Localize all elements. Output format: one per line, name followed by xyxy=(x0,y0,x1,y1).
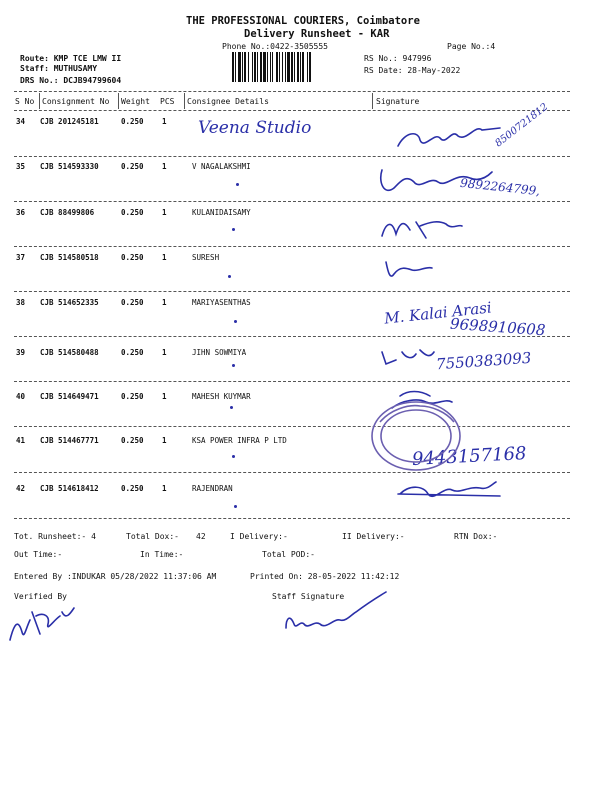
row-rule xyxy=(14,246,570,247)
signature-row39 xyxy=(382,350,434,364)
row-consignee: SURESH xyxy=(192,253,220,262)
barcode-bar xyxy=(276,52,278,82)
entered-by: Entered By :INDUKAR 05/28/2022 11:37:06 AM xyxy=(14,572,217,581)
runsheet-subtitle: Delivery Runsheet - KAR xyxy=(244,28,390,40)
row-consignee: V NAGALAKSHMI xyxy=(192,162,251,171)
ink-dot xyxy=(228,275,231,278)
barcode-bar xyxy=(252,52,253,82)
barcode-bar xyxy=(232,52,234,82)
row-weight: 0.250 xyxy=(121,436,144,445)
signature-row40 xyxy=(392,392,452,409)
row-sno: 35 xyxy=(16,162,26,171)
barcode-bar xyxy=(267,52,268,82)
row-sno: 34 xyxy=(16,117,26,126)
col-header-weight: Weight xyxy=(121,97,150,106)
rtn-dox: RTN Dox:- xyxy=(454,532,498,541)
ink-dot xyxy=(236,183,239,186)
col-divider xyxy=(184,93,185,109)
drs-number: DRS No.: DCJB94799604 xyxy=(20,76,122,85)
out-time: Out Time:- xyxy=(14,550,63,559)
barcode-bar xyxy=(270,52,271,82)
col-divider xyxy=(372,93,373,109)
signature-row34 xyxy=(398,128,500,146)
staff-label: Staff: MUTHUSAMY xyxy=(20,64,98,73)
signature-row37 xyxy=(386,262,432,276)
row-sno: 41 xyxy=(16,436,26,445)
row-pcs: 1 xyxy=(162,253,167,262)
row-weight: 0.250 xyxy=(121,117,144,126)
row-sno: 42 xyxy=(16,484,26,493)
row-rule xyxy=(14,472,570,473)
row-pcs: 1 xyxy=(162,208,167,217)
handwritten-phone: 9698910608 xyxy=(449,314,546,340)
row-weight: 0.250 xyxy=(121,484,144,493)
row-consignee: MAHESH KUYMAR xyxy=(192,392,251,401)
barcode-bar xyxy=(242,52,243,82)
handwritten-phone: 9443157168 xyxy=(411,443,528,470)
barcode-bar xyxy=(302,52,304,82)
row-pcs: 1 xyxy=(162,117,167,126)
staff-signature-label: Staff Signature xyxy=(272,592,345,601)
barcode-bar xyxy=(279,52,280,82)
barcode-bar xyxy=(300,52,301,82)
rs-date: RS Date: 28-May-2022 xyxy=(364,66,461,75)
handwritten-phone: 8500721812 xyxy=(493,101,551,150)
barcode-bar xyxy=(235,52,236,82)
row-pcs: 1 xyxy=(162,436,167,445)
route-label: Route: KMP TCE LMW II xyxy=(20,54,122,63)
row-consignee: JIHN SOWMIYA xyxy=(192,348,247,357)
ii-delivery: II Delivery:- xyxy=(342,532,405,541)
col-header-sno: S No xyxy=(15,97,35,106)
barcode-bar xyxy=(254,52,256,82)
barcode-bar xyxy=(238,52,241,82)
i-delivery: I Delivery:- xyxy=(230,532,288,541)
table-bottom-rule xyxy=(14,518,570,519)
row-consignee: KSA POWER INFRA P LTD xyxy=(192,436,287,445)
barcode-bar xyxy=(309,52,311,82)
ink-dot xyxy=(230,406,233,409)
signature-row36 xyxy=(382,222,462,238)
company-title: THE PROFESSIONAL COURIERS, Coimbatore xyxy=(186,15,420,27)
row-pcs: 1 xyxy=(162,298,167,307)
row-pcs: 1 xyxy=(162,392,167,401)
row-consignment: CJB 514652335 xyxy=(40,298,99,307)
table-top-rule xyxy=(14,91,570,92)
total-dox-label: Total Dox:- xyxy=(126,532,179,541)
verified-by-label: Verified By xyxy=(14,592,67,601)
in-time: In Time:- xyxy=(140,550,184,559)
barcode-bar xyxy=(294,52,295,82)
row-consignment: CJB 514593330 xyxy=(40,162,99,171)
row-sno: 36 xyxy=(16,208,26,217)
row-consignment: CJB 514649471 xyxy=(40,392,99,401)
barcode-bar xyxy=(291,52,293,82)
barcode-bar xyxy=(248,52,249,82)
col-header-signature: Signature xyxy=(376,97,420,106)
signature-row42 xyxy=(398,482,500,496)
rs-number: RS No.: 947996 xyxy=(364,54,432,63)
row-weight: 0.250 xyxy=(121,298,144,307)
total-runsheet: Tot. Runsheet:- 4 xyxy=(14,532,96,541)
row-weight: 0.250 xyxy=(121,392,144,401)
phone-number: Phone No.:0422-3505555 xyxy=(222,42,328,51)
barcode-bar xyxy=(272,52,273,82)
ink-dot xyxy=(232,455,235,458)
barcode-bar xyxy=(260,52,262,82)
row-weight: 0.250 xyxy=(121,162,144,171)
row-consignee: MARIYASENTHAS xyxy=(192,298,251,307)
row-consignee: KULANIDAISAMY xyxy=(192,208,251,217)
row-pcs: 1 xyxy=(162,484,167,493)
col-header-pcs: PCS xyxy=(160,97,175,106)
row-rule xyxy=(14,336,570,337)
barcode-bar xyxy=(287,52,290,82)
barcode-bar xyxy=(263,52,266,82)
row-consignee: RAJENDRAN xyxy=(192,484,233,493)
row-consignment: CJB 201245181 xyxy=(40,117,99,126)
row-rule xyxy=(14,156,570,157)
row-sno: 40 xyxy=(16,392,26,401)
row-sno: 39 xyxy=(16,348,26,357)
col-divider xyxy=(118,93,119,109)
row-consignment: CJB 88499806 xyxy=(40,208,95,217)
row-sno: 37 xyxy=(16,253,26,262)
header-rule xyxy=(14,110,570,111)
ink-dot xyxy=(232,364,235,367)
ink-dot xyxy=(232,228,235,231)
handwritten-name: M. Kalai Arasi xyxy=(383,298,493,328)
printed-on: Printed On: 28-05-2022 11:42:12 xyxy=(250,572,400,581)
barcode-bar xyxy=(282,52,283,82)
row-rule xyxy=(14,291,570,292)
total-dox-value: 42 xyxy=(196,532,206,541)
row-rule xyxy=(14,201,570,202)
row-pcs: 1 xyxy=(162,348,167,357)
row-sno: 38 xyxy=(16,298,26,307)
barcode-bar xyxy=(244,52,246,82)
verified-by-signature xyxy=(10,608,74,640)
handwritten-phone: 9892264799, xyxy=(459,175,541,199)
col-header-consignment: Consignment No xyxy=(42,97,110,106)
ink-dot xyxy=(234,505,237,508)
row-consignment: CJB 514580488 xyxy=(40,348,99,357)
col-divider xyxy=(39,93,40,109)
col-header-consignee: Consignee Details xyxy=(187,97,269,106)
barcode-bar xyxy=(285,52,286,82)
row-pcs: 1 xyxy=(162,162,167,171)
barcode-bar xyxy=(307,52,308,82)
total-pod: Total POD:- xyxy=(262,550,315,559)
barcode-bar xyxy=(297,52,299,82)
barcode xyxy=(232,52,354,82)
ink-dot xyxy=(234,320,237,323)
row-rule xyxy=(14,426,570,427)
handwritten-phone: 7550383093 xyxy=(435,348,532,374)
row-rule xyxy=(14,381,570,382)
row-consignment: CJB 514467771 xyxy=(40,436,99,445)
row-consignment: CJB 514618412 xyxy=(40,484,99,493)
handwritten-consignee: Veena Studio xyxy=(198,118,312,138)
row-weight: 0.250 xyxy=(121,208,144,217)
row-weight: 0.250 xyxy=(121,348,144,357)
page-number: Page No.:4 xyxy=(447,42,496,51)
row-consignment: CJB 514580518 xyxy=(40,253,99,262)
barcode-bar xyxy=(257,52,258,82)
row-weight: 0.250 xyxy=(121,253,144,262)
